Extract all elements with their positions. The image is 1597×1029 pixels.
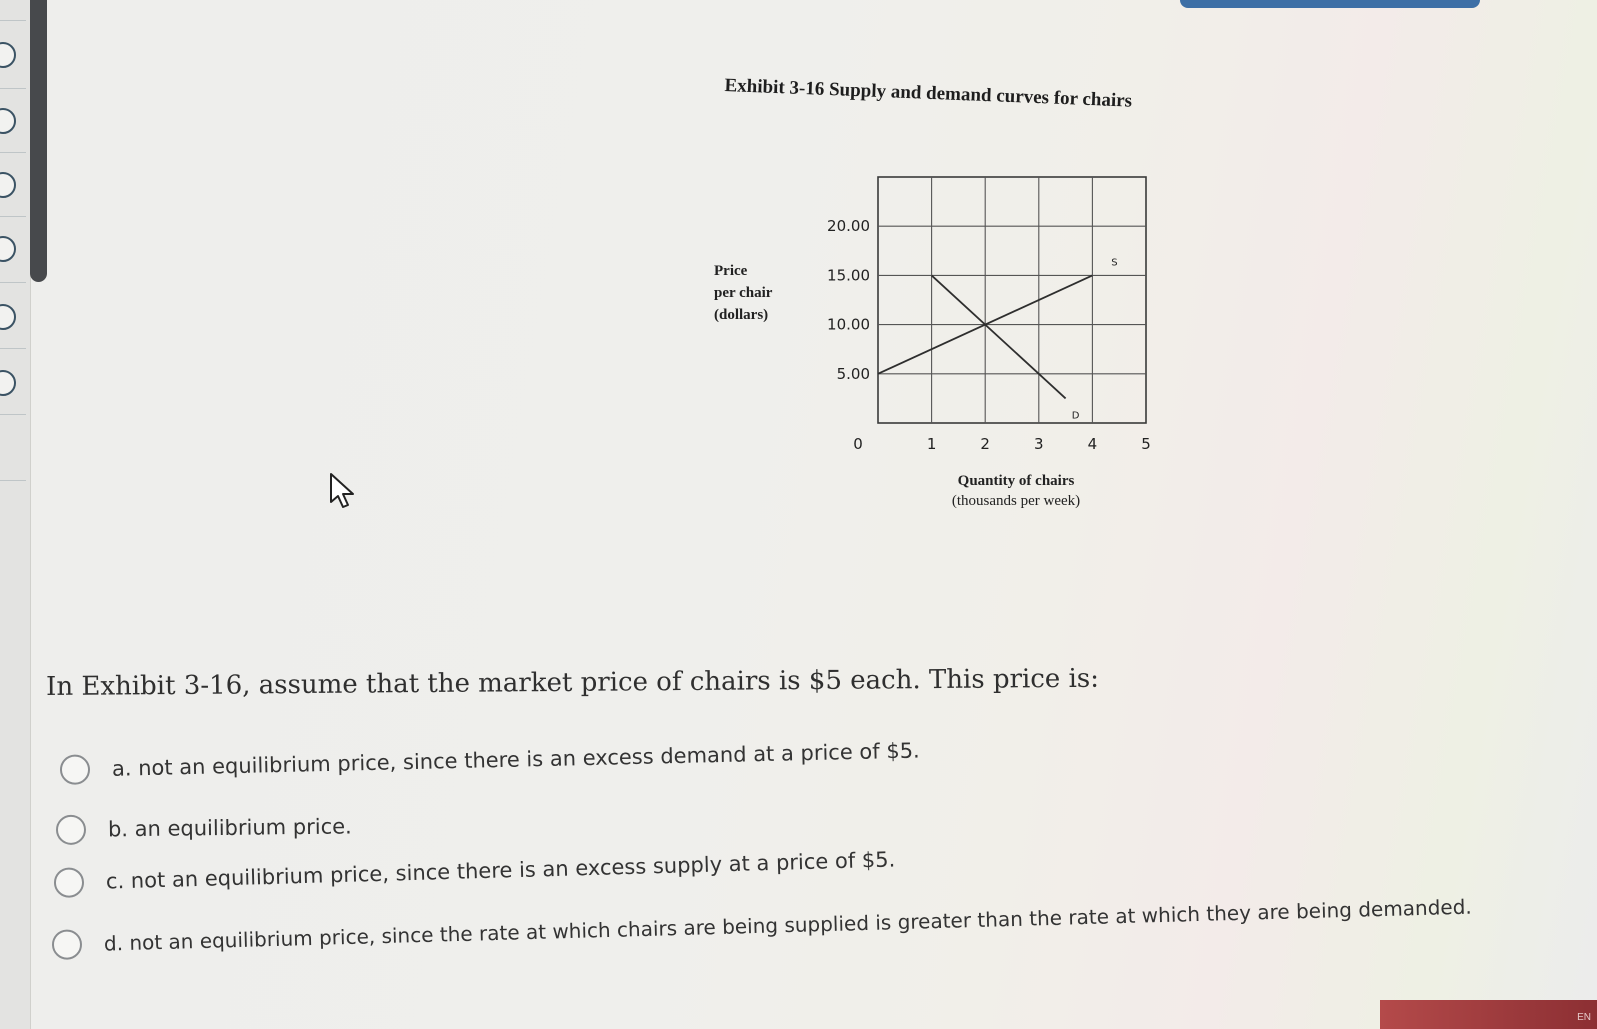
x-tick-label: 5 [1141, 435, 1151, 453]
taskbar-corner [1380, 1000, 1597, 1029]
x-axis-title [952, 473, 1080, 509]
strip-divider [0, 216, 26, 217]
y-tick-label: 10.00 [827, 315, 870, 334]
supply-demand-chart [700, 165, 1180, 525]
plot-frame [878, 177, 1146, 423]
answer-option-d[interactable] [52, 892, 1473, 960]
y-tick-label: 5.00 [836, 364, 870, 383]
answer-option-label: b. an equilibrium price. [107, 814, 352, 842]
y-axis-title [714, 263, 773, 323]
y-tick-label: 20.00 [827, 217, 870, 236]
x-tick-label: 2 [980, 435, 990, 453]
nav-circle-icon[interactable] [0, 42, 16, 68]
nav-circle-icon[interactable] [0, 172, 16, 198]
chart-grid [878, 177, 1146, 423]
question-text: In Exhibit 3-16, assume that the market price of chairs is $5 each. This price is: [46, 663, 1100, 702]
series-label-d: D [1071, 410, 1080, 422]
x-tick-label: 1 [926, 435, 937, 453]
x-tick-label: 4 [1087, 435, 1098, 453]
y-axis-title-line: (dollars) [714, 307, 769, 323]
nav-circle-icon[interactable] [0, 370, 16, 396]
nav-circle-icon[interactable] [0, 236, 16, 262]
strip-divider [0, 348, 26, 349]
x-axis-ticks [853, 435, 1151, 453]
strip-divider [0, 152, 26, 153]
radio-button-icon[interactable] [56, 815, 86, 845]
x-tick-label: 0 [853, 435, 863, 453]
strip-divider [0, 20, 26, 21]
strip-divider [0, 480, 26, 481]
chart-series [878, 257, 1118, 421]
language-indicator: EN [1577, 1012, 1591, 1023]
x-tick-label: 3 [1034, 435, 1044, 453]
strip-divider [0, 88, 26, 89]
y-axis-title-line: per chair [714, 285, 773, 301]
nav-circle-icon[interactable] [0, 304, 16, 330]
y-axis-title-line: Price [714, 263, 748, 279]
answer-option-a[interactable] [60, 735, 920, 785]
answer-option-label: d. not an equilibrium price, since the rate at which chairs are being supplied is greater than the rate at which they are being demanded. [103, 894, 1473, 956]
x-axis-title-line: (thousands per week) [951, 493, 1081, 509]
y-axis-ticks [827, 217, 870, 383]
series-line-d [932, 275, 1066, 398]
series-label-s: S [1111, 257, 1118, 269]
mouse-pointer-icon [329, 472, 359, 512]
answer-option-c[interactable] [54, 845, 896, 898]
radio-button-icon[interactable] [52, 929, 83, 960]
answer-option-label: a. not an equilibrium price, since there is an excess demand at a price of $5. [111, 738, 920, 781]
y-tick-label: 15.00 [827, 266, 870, 285]
left-navigation-strip [0, 0, 31, 1029]
radio-button-icon[interactable] [60, 754, 91, 785]
strip-divider [0, 282, 26, 283]
radio-button-icon[interactable] [54, 867, 85, 898]
top-accent-bar [1180, 0, 1480, 8]
scrollbar-thumb[interactable] [30, 0, 47, 282]
nav-circle-icon[interactable] [0, 108, 16, 134]
exhibit-title: Exhibit 3-16 Supply and demand curves for chairs [724, 75, 1133, 112]
strip-divider [0, 414, 26, 415]
answer-option-b[interactable] [56, 811, 352, 845]
x-axis-title-line: Quantity of chairs [957, 473, 1075, 489]
answer-option-label: c. not an equilibrium price, since there is an excess supply at a price of $5. [105, 847, 896, 894]
